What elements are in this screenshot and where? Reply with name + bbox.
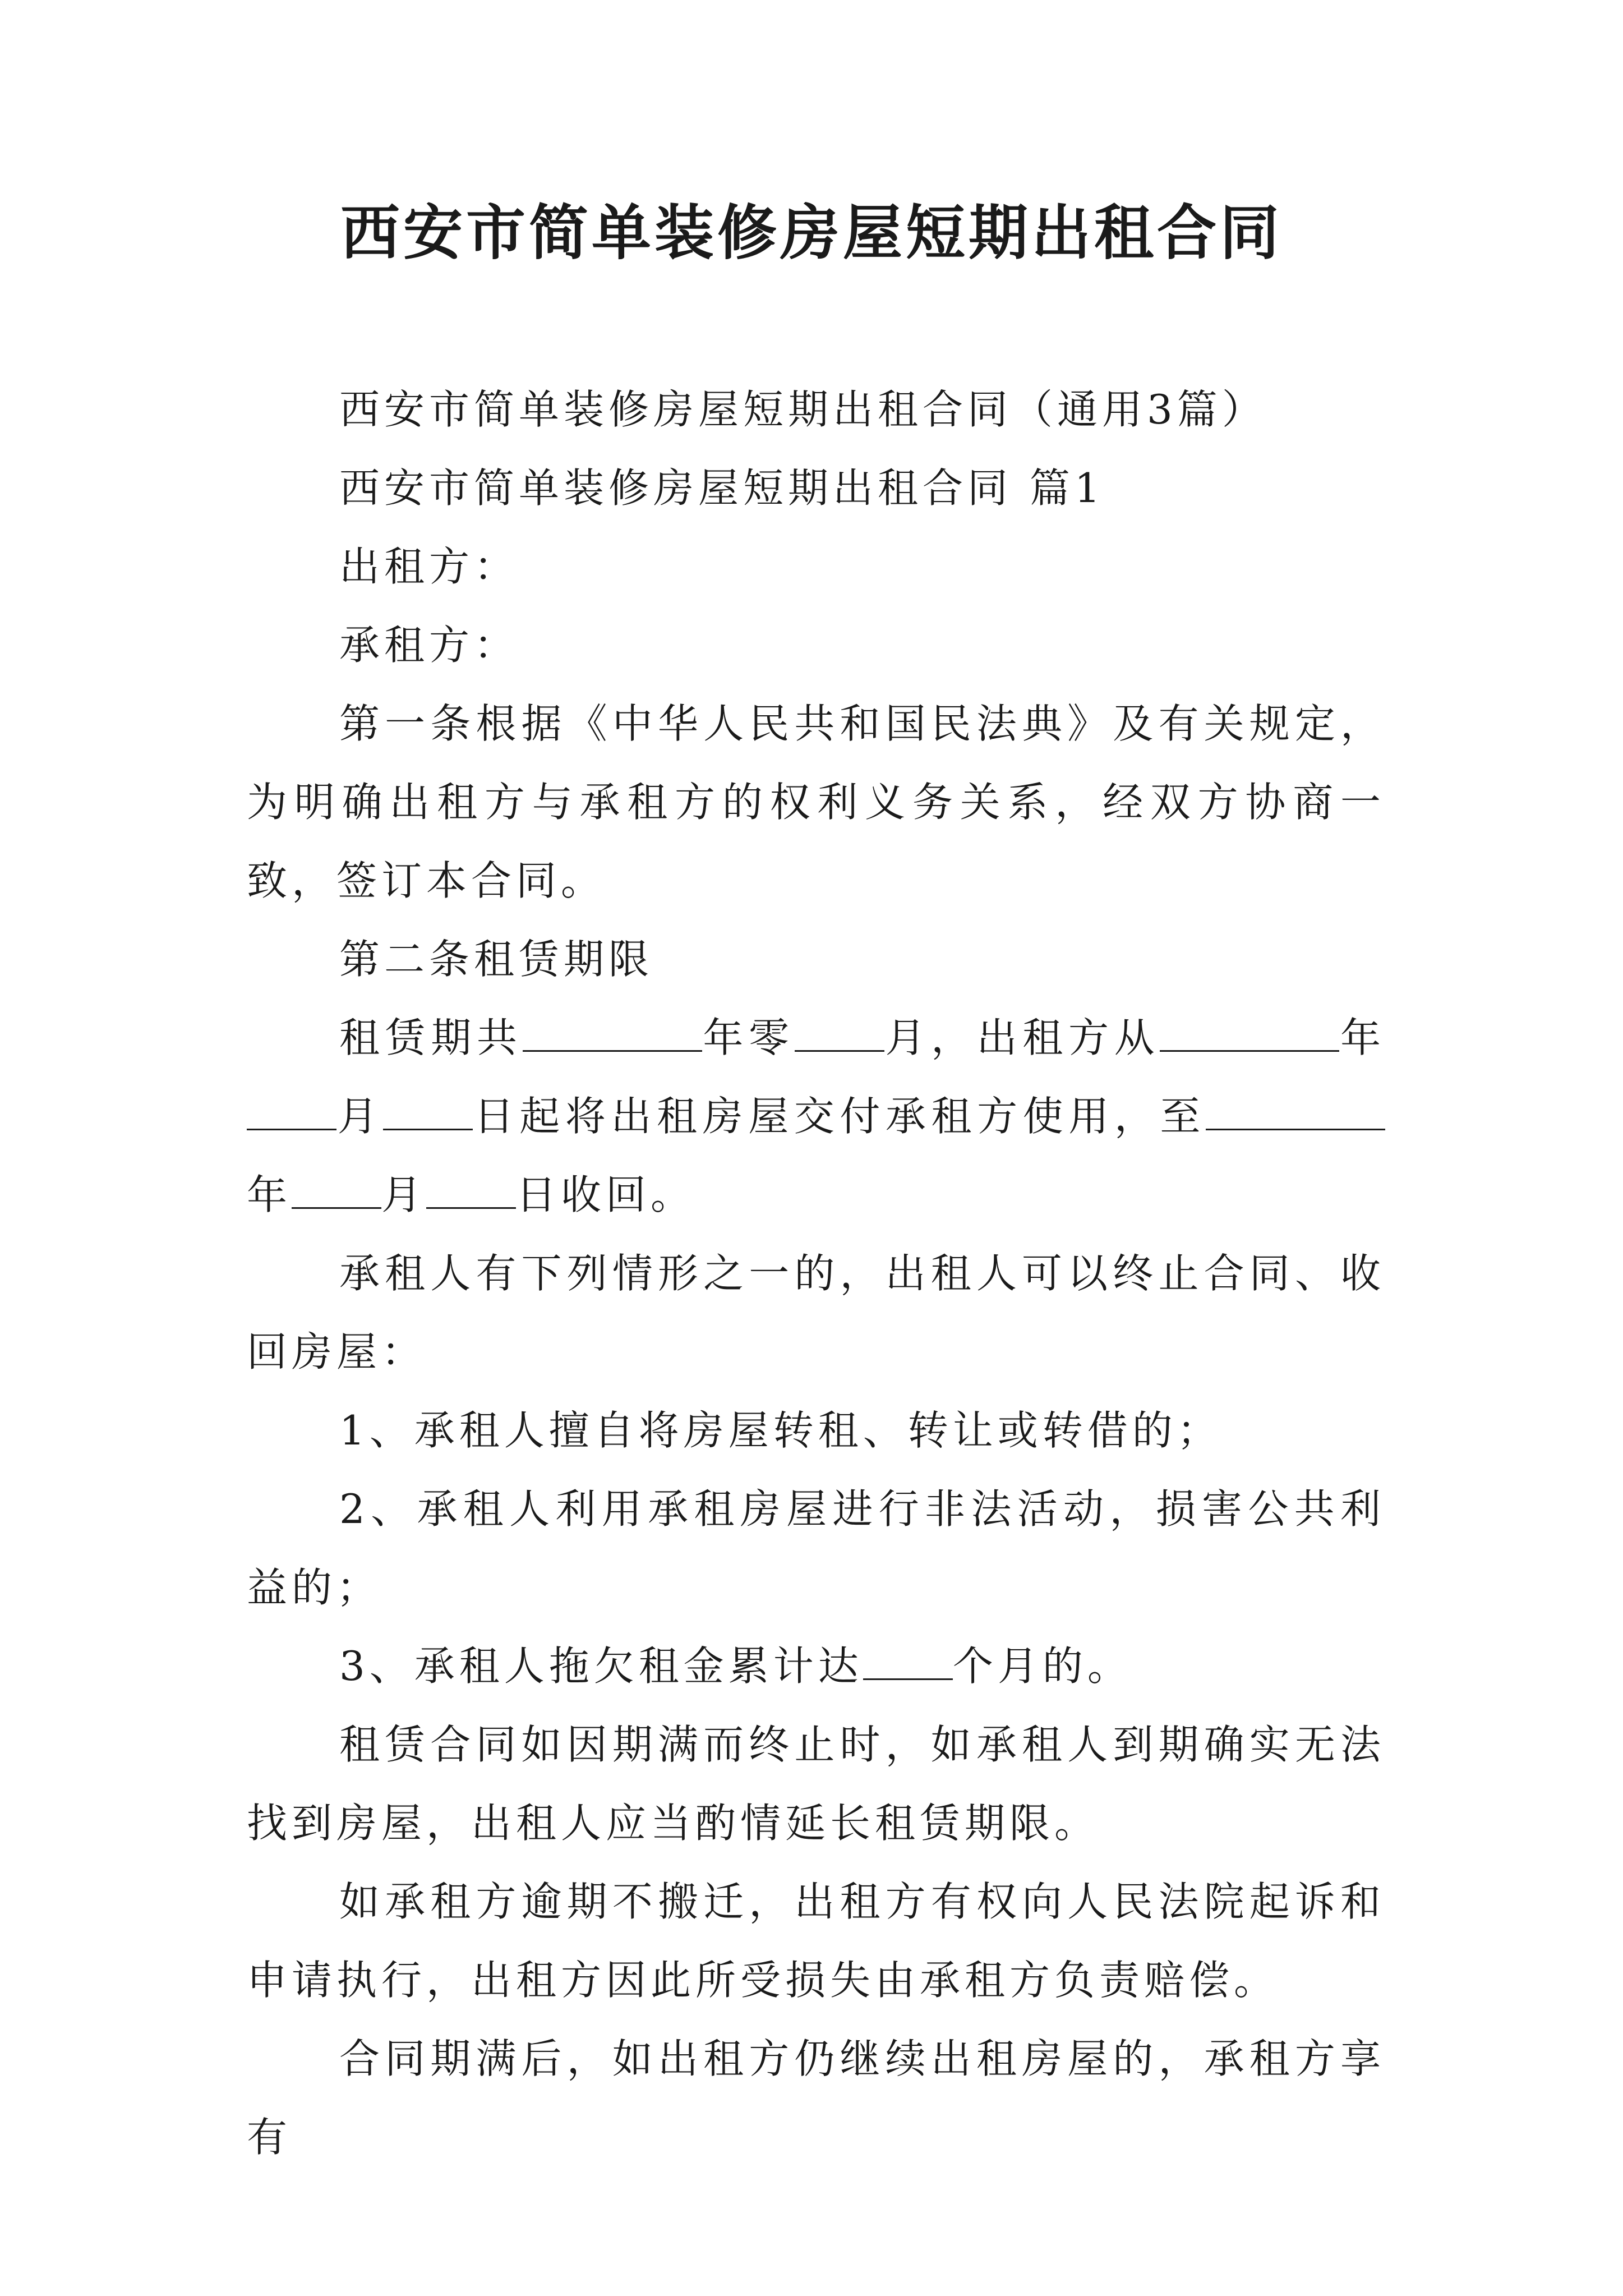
lease-term-text: 年 — [247, 1171, 292, 1218]
subtitle-paragraph: 西安市简单装修房屋短期出租合同（通用3篇） — [339, 386, 1267, 433]
blank-start-year — [1160, 1015, 1339, 1052]
lease-term-text: 月，出租方从 — [884, 1014, 1160, 1061]
blank-years — [523, 1015, 702, 1052]
blank-start-month — [247, 1094, 336, 1130]
blank-end-year — [1206, 1094, 1385, 1130]
lessee-label: 承租方： — [339, 622, 519, 669]
lease-term-paragraph — [247, 999, 1385, 1234]
expiry-extension-paragraph: 租赁合同如因期满而终止时，如承租人到期确实无法找到房屋，出租人应当酌情延长租赁期限。 — [247, 1721, 1385, 1847]
termination-item-text: 3、承租人拖欠租金累计达 — [339, 1642, 863, 1690]
blank-start-day — [383, 1094, 473, 1130]
article-two-heading: 第二条租赁期限 — [339, 936, 654, 983]
blank-end-month — [292, 1172, 381, 1209]
lease-term-text: 日收回。 — [516, 1171, 696, 1218]
section-heading: 西安市简单装修房屋短期出租合同 篇1 — [339, 464, 1105, 512]
termination-intro-paragraph: 承租人有下列情形之一的，出租人可以终止合同、收回房屋： — [247, 1250, 1385, 1375]
termination-item-2: 2、承租人利用承租房屋进行非法活动，损害公共利益的； — [247, 1485, 1385, 1611]
lease-term-text: 月 — [381, 1171, 427, 1218]
termination-item-1: 1、承租人擅自将房屋转租、转让或转借的； — [339, 1407, 1222, 1454]
termination-item-text: 个月的。 — [952, 1642, 1132, 1690]
lease-term-text: 租赁期共 — [339, 1014, 523, 1061]
lessor-label: 出租方： — [339, 543, 519, 590]
renewal-paragraph: 合同期满后，如出租方仍继续出租房屋的，承租方享有 — [247, 2035, 1385, 2161]
blank-months-overdue — [863, 1644, 953, 1680]
overdue-move-paragraph: 如承租方逾期不搬迁，出租方有权向人民法院起诉和申请执行，出租方因此所受损失由承租方负责赔偿。 — [247, 1878, 1385, 2004]
lease-term-text: 年零 — [702, 1014, 795, 1061]
document-title: 西安市简单装修房屋短期出租合同 — [340, 197, 1283, 268]
blank-end-day — [426, 1172, 516, 1209]
lease-term-text: 日起将出租房屋交付承租方使用，至 — [473, 1093, 1206, 1140]
article-one-paragraph: 第一条根据《中华人民共和国民法典》及有关规定，为明确出租方与承租方的权利义务关系，经双方协商一致，签订本合同。 — [247, 700, 1385, 904]
lease-term-text: 月 — [336, 1093, 384, 1140]
blank-months — [795, 1015, 884, 1052]
termination-item-3 — [247, 1627, 1385, 1705]
document-body — [247, 370, 1385, 2177]
lease-term-text: 年 — [1339, 1014, 1385, 1061]
